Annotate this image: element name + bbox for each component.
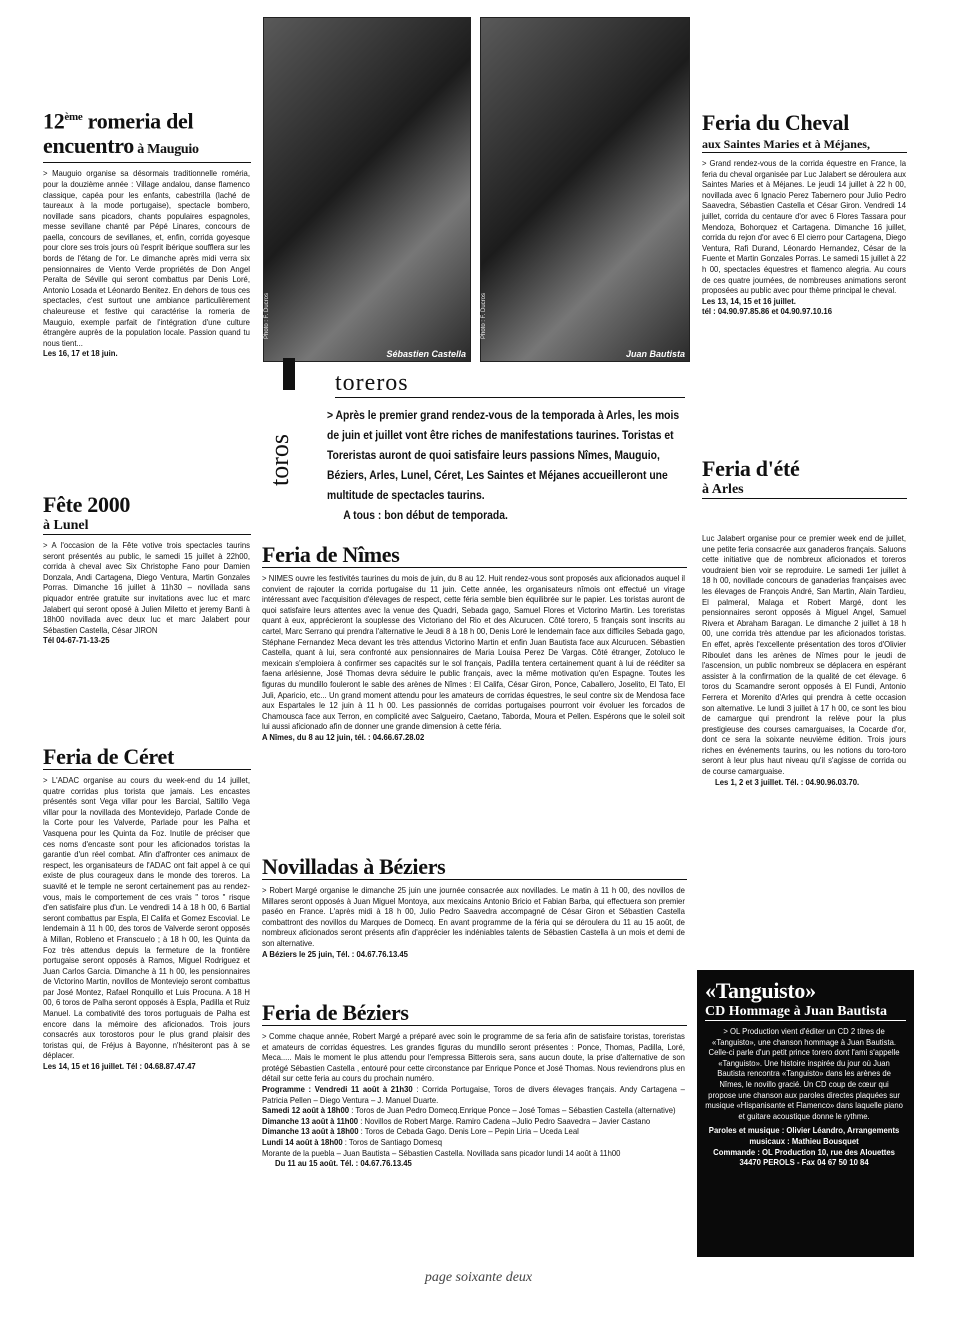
article-cheval — [702, 110, 907, 317]
article-tanguisto — [697, 970, 914, 1257]
photo-credit-2: Photo : F. Ducros — [481, 292, 487, 339]
article-ete — [702, 456, 907, 787]
novilladas-title: Novilladas à Béziers — [262, 854, 687, 880]
nimes-title: Feria de Nîmes — [262, 542, 687, 568]
romeria-body: > Mauguio organise sa désormais traditionnelle roméria, pour la douzième année : Village andalou, danse flamenco classique, capéa pour les enfants, cabestrilla (laché de taureaux à la mode portugaise), spectacle bombero, novillade sans picadors, chants populaires espagnoles, messe sevillane chanté par Pépé Linares, concours de paella, concours de sevillanes, et, enfin, corrida goyesque pour clore ses trois jours où l'esprit ibérique soufflera sur les bords de l'étang de l'or. Le dimanche après midi verra six pensionnaires de Viento Verde propriétés de Don Angel Peralta de Séville qui seront combattus par Denis Loré, Antonio Losada et Léonardo Benitez. En dehors de tous ces spectacles, c'est surtout une ambiance particulièrement chaleureuse et festive qui caractérise la romeria de Mauguio, exemple parfait de l'intégration d'une culture étrangère auprès de la population locale. Passion quand tu nous tient... Les 16, 17 et 18 juin. — [43, 168, 250, 359]
ete-body: Luc Jalabert organise pour ce premier week end de juillet, une petite feria consacrée aux ganaderos français. Saluons cette initiative que de nombreux aficionados et toreros voudraient bien voir se reproduire. Le samedi 1er juillet à 18 h 00, novillade concours de ganaderias françaises avec les élevages de François André, San Martin, Alain Tardieu, El palmeral, Malaga et Robert Margé, dont les pensionnaires seront opposés à Miguel Angel, Samuel Rivera et Abraham Baragan. Le dimanche 2 juillet à 18 h 00, une corrida très attendue par les aficionados toristas. En effet, après l'excellente présentation des toros d'Olivier Riboulet dans les arènes de Nîmes pour le jeudi de l'ascension, un public nombreux se déplacera en espérant assister à la confirmation de la qualité de cet élevage. 6 toros du Scamandre seront opposés à El Fundi, Antonio Ferrera et Morenito d'Arles qui prendra à cette occasion son alternative. Le lundi 3 juillet à 17 h 00, ce sont les biou de camargue qui prendront la relève pour la plus prestigieuse des courses camarguaises, la Cocarde d'or, dont ce sera la soixante neuvième édition. Trois jours riches en événements taurins, ou les notions du toro-toro seront à leur plus haut niveau qu'il s'agisse de corrida ou de course camarguaise. Les 1, 2 et 3 juillet. Tél. : 04.90.96.03.70. — [702, 533, 906, 787]
page-footer: page soixante deux — [424, 1270, 533, 1285]
photo-juan-bautista — [480, 17, 690, 362]
article-romeria — [43, 105, 251, 359]
fete2000-body: > A l'occasion de la Fête votive trois spectacles taurins seront présentés au public, le samedi 15 juillet à 22h00, corrida à cheval avec Six Christophe Fano pour Damien Donzala, Andi Cartagena, Diego Ventura, Martin Gonzales Porras. Dimanche 16 juillet à 11h30 – novillada sans piquador entrée gratuite sur invitations avec luc et marc Jalabert qui seront oposé à Julien Miletto et jeremy Banti à 18h00 novillada avec deux luc et marc Jalabert pour Sébastien Castella, César JIRON Tél 04-67-71-13-25 — [43, 540, 250, 646]
cheval-body: > Grand rendez-vous de la corrida équestre en France, la feria du cheval organisée par Luc Jalabert se déroulera aux Saintes Maries et à Méjanes. Le jeudi 14 juillet à 22 h 00, novillada avec 6 Ignacio Perez Tabernero pour Julio Pedro Saavedra, Sébastien Castella et César Giron. Vendredi 14 juillet, corrida du centaure d'or avec 6 Flores Tassara pour Mendoza, Bohorquez et Cartagena. Dimanche 16 juillet, corrida du rejon d'or avec 6 El cierro pour Cartagena, Diego Ventura, Rafi Durand, Léonardo Hernandez, César de la Fuente et Martin Gonzales Porras. Le samedi 15 juillet à 22 h 00, spectacles équestres et flamenco alegria. Au cours de ces quatre journées, de nombreuses animations seront proposées au public avec pour thème principal le cheval. Les 13, 14, 15 et 16 juillet. tél : 04.90.97.85.86 et 04.90.97.10.16 — [702, 158, 906, 317]
article-nimes — [262, 542, 687, 743]
cheval-subtitle: aux Saintes Maries et à Méjanes, — [702, 136, 907, 153]
ete-subtitle: à Arles — [702, 482, 907, 499]
article-beziers — [262, 1000, 687, 1169]
article-novilladas — [262, 854, 687, 959]
fete2000-subtitle: à Lunel — [43, 518, 251, 535]
photo-caption-bautista: Juan Bautista — [625, 349, 685, 359]
tanguisto-subtitle: CD Hommage à Juan Bautista — [705, 1004, 906, 1021]
cheval-title: Feria du Cheval — [702, 110, 850, 135]
tanguisto-body: > OL Production vient d'éditer un CD 2 titres de «Tanguisto», une chanson hommage à Juan Bautista. Celle-ci parle d'un petit prince torero dont l'ami s'appelle «Tanguisto». Une histoire inspirée du jour où Juan Bautista rencontra «Tanguisto» dans les arènes de Nîmes, le novillo gracié. Un CD coup de cœur qui propose une chanson aux paroles directes plaquées sur musique «Hispanisante et Flamenco» dans laquelle piano et guitare acoustique donne le rythme. Paroles et musique : Olivier Léandro, Arrangements musicaux : Mathieu Bousquet Commande : OL Production 10, rue des Alouettes 34470 PEROLS - Fax 04 67 50 10 84 — [705, 1026, 903, 1168]
ceret-title: Feria de Céret — [43, 744, 251, 770]
toreros-intro: > Après le premier grand rendez-vous de la temporada à Arles, les mois de juin et juillet vont être riches de manifestations taurines. Toristas et Toreristas auront de quoi satisfaire leurs passions Nîmes, Mauguio, Béziers, Arles, Lunel, Céret, Les Saintes et Méjanes accueilleront une multitude de spectacles taurins. A tous : bon début de temporada. — [327, 410, 680, 522]
photo-sebastien-castella — [263, 17, 471, 362]
photo-caption-castella: Sébastien Castella — [386, 349, 466, 359]
nimes-body: > NIMES ouvre les festivités taurines du mois de juin, du 8 au 12. Huit rendez-vous sont proposés aux aficionados auquel il convient de rajouter la corrida portugaise du 11 juin. Cette année, les organisateurs nîmois ont effectué un virage intéressant avec l'acquisition d'élevages de respect, cette féria semble bien équilibrée sur le papier. Les toristas auront de quoi satisfaire leurs attentes avec la venue des Quadri, Sebada gago, Samuel Flores et Victorino Martin. Les toreristas quant à eux, apprécieront la souplesse des Victoriano del Rio et des Alcurucen. Côté torero, 5 français sont inscrits au cartel, Marc Serrano qui prendra l'alternative le Jeudi 8 à 18 h 00, Denis Loré le lendemain face aux difficiles Sebada gago, Stéphane Fernandez Meca devant les très attendus Victorino Martin et enfin Juan Bautista face aux Alcurucen. Sébastien Castella, quant à lui, sera confronté aux pensionnaires de Maria Louisa Perez De Vargas. Côté étranger, Zotoluco le mexicain s'emploiera à confirmer ses capacités sur le sol français, Padilla tentera certainement quant à lui de rééditer sa faena arlésienne, José Thomas devra séduire le public français, avec la même motivation qu'en Espagne. Toutes les figuras du mundillo fouleront le sable des arènes de Nîmes : El Califa, César Giron, Ponce, Caballero, Joselito, El Tato, El Juli, Aparicio, etc... Un grand moment attendu pour les amateurs de corridas équestres, le seul contre six de Mendosa face aux Espartales le 12 juin à 11 h 00. Les passionnés de corridas portugaises pourront voir évoluer les forcados de Chamousca face aux Terron, en complicité avec Salgueiro, Caetano, Taborda, Moura et Pellen. Espérons que le soleil soit lui aussi aficionado afin de donner une grande dimension à cette féria. A Nîmes, du 8 au 12 juin, tél. : 04.66.67.28.02 — [262, 573, 685, 742]
ceret-body: > L'ADAC organise au cours du week-end du 14 juillet, quatre corridas plus torista que jamais. Les encastes présentés sont Vega villar pour les Barcial, Saltillo Vega villar pour la novillada des Montevidejo, Parlade Conde de la Corte pour les Valverde, Parlade pour les Palha et Vasquena pour les Quinta da Foz. Inutile de préciser que ces noms d'encaste sont pour les aficionados toristas la garantie d'un réel combat. Afin d'affronter ces animaux de respect, les organisateurs de l'ADAC ont fait appel à ce qui existe de plus courageux dans le monde des toreros. La suavité et le temple ne seront certainement pas au rendez-vous, mais le comportement de ces vrais " toros " risque d'en satisfaire plus d'un. Le vendredi 14 à 18 h 00, 6 Bartial seront combattus par Espla, El Califa et Gomez Escovial. Le lendemain à 11 h 00, des toros de Valverde seront opposés à Millan, Robleno et Franscuelo ; à 18 h 00, les Quinta da Foz très attendus depuis la fermeture de la frontière portugaise seront opposés à Ramos, Miguel Rodriguez et Juan Carlos Garcia. Dimanche à 11 h 00, les pensionnaires de Victorino Martin, novillos de Monteviejo seront combattus par José Montez, Rafael Ronquillo et Luis Procuna. A 18 H 00, 6 toros de Palha seront opposés à Espla, Padilla et Ruiz Manuel. La combativité des toros portuguais de Palha est encore dans la mémoire des aficionados. Trois jours consacrés aux torostoros pour le plus grand plaisir des toristas qui, de Fréjus à Bayonne, n'hésiteront pas à se déplacer. Les 14, 15 et 16 juillet. Tél : 04.68.87.47.47 — [43, 775, 250, 1072]
toros-vertical-label: toros — [265, 434, 294, 486]
fete2000-title: Fête 2000 — [43, 492, 131, 517]
beziers-body: > Comme chaque année, Robert Margé a préparé avec soin le programme de sa feria afin de satisfaire toristas, toreristas et amateurs de corridas équestres. Les grandes figuras du mundillo seront présentes : Ponce, Thomas, Padilla, Loré, Meca..... Mais le moment le plus attendu pour l'empressa Bitterois sera, sans aucun doute, la prise d'alternative de son protégé Sébastien Castella , entouré pour cette circonstance par Enrique Ponce et José Thomas. Nous reviendrons plus en détail sur cette feria au cours du prochain numéro. Programme : Vendredi 11 août à 21h30 : Corrida Portugaise, Toros de divers élevages français. Andy Cartagena – Patricia Pellen – Diego Ventura – J. Manuel Duarte. Samedi 12 août à 18h00 : Toros de Juan Pedro Domecq.Enrique Ponce – José Tomas – Sébastien Castella (alternative) Dimanche 13 août à 11h00 : Novillos de Robert Marge. Ramiro Cadena –Julio Pedro Saavedra – Javier Castano Dimanche 13 août à 18h00 : Toros de Cebada Gago. Denis Lore – Pepin Liria – Uceda Leal Lundi 14 août à 18h00 : Toros de Santiago Domesq Morante de la puebla – Juan Bautista – Sébastien Castella. Novillada sans picador lundi 14 août à 11h00 Du 11 au 15 août. Tél. : 04.67.76.13.45 — [262, 1031, 685, 1169]
ete-title: Feria d'été — [702, 456, 800, 481]
romeria-title: 12ème romeria del — [43, 108, 194, 134]
toreros-block-marker — [283, 358, 295, 390]
novilladas-body: > Robert Margé organise le dimanche 25 juin une journée consacrée aux novillades. Le matin à 11 h 00, des novillos de Millares seront opposés à Juan Miguel Montoya, aux mexicains Antonio Bricio et Fabian Barba, qui effectuera son premier paséo en France. L'après midi à 18 h 00, Julio Pedro Saavedra accompagné de César Giron et Sébastien Castella combattront des novillos du Marques de Domecq. En avant programme de la féria qui se déroulera du 11 au 15 août, de nombreux aficionados seront présents afin d'apprécier les indéniables talents de Sébastien Castella à un mois et demi de son alternative. A Béziers le 25 juin, Tél. : 04.67.76.13.45 — [262, 885, 685, 959]
article-fete2000 — [43, 492, 251, 646]
romeria-title-line2: encuentro à Mauguio — [43, 133, 251, 163]
toreros-block — [263, 356, 688, 534]
article-ceret — [43, 744, 251, 1072]
tanguisto-title: «Tanguisto» — [705, 978, 816, 1003]
photo-credit: Photo : F. Ducros — [264, 292, 270, 339]
toreros-title: toreros — [335, 370, 685, 398]
beziers-title: Feria de Béziers — [262, 1000, 687, 1026]
